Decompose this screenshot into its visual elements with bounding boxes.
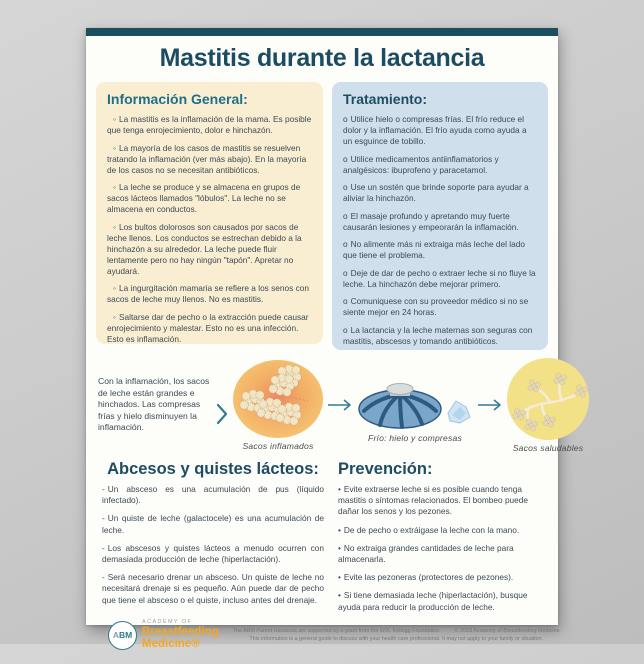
- list-item-text: Evite extraerse leche si es posible cuando tenga mastitis o síntomas relacionados. El bombeo puede dañar los senos y los pezones.: [338, 484, 529, 517]
- list-item: [338, 590, 544, 612]
- list-item-text: La mayoría de los casos de mastitis se resuelven tratando la inflamación (ver más abajo). En la mayoría de los casos no se necesitan antibióticos.: [107, 142, 307, 175]
- arrow-right-icon: [477, 399, 503, 411]
- prevention-section: [338, 458, 544, 620]
- list-item-text: Será necesario drenar un absceso. Un quiste de leche no necesitará drenaje si es pequeño. Aún puede dar de pecho que tiene el absceso o el quiste, incluso antes del drenaje.: [102, 572, 324, 605]
- list-item-text: De de pecho o extráigase la leche con la mano.: [343, 524, 520, 535]
- list-item-text: Un absceso es una acumulación de pus (líquido infectado).: [102, 484, 324, 506]
- bullet-glyph: ◦: [113, 221, 116, 232]
- treatment-heading: Tratamiento:: [343, 91, 428, 107]
- list-item: [338, 572, 544, 583]
- bullet-glyph: -: [102, 513, 105, 524]
- list-item: [107, 222, 312, 277]
- list-item-text: Utilice hielo o compresas frías. El frío reduce el dolor y la inflamación. El frío ayuda como ayuda a un esguince de tobillo.: [343, 114, 527, 147]
- bottom-columns: [86, 458, 558, 620]
- bullet-glyph: •: [338, 524, 341, 535]
- bullet-glyph: ◦: [113, 311, 116, 322]
- bullet-glyph: ◦: [113, 114, 116, 124]
- abm-logo: [108, 620, 219, 651]
- list-item-text: No extraiga grandes cantidades de leche para almacenarla.: [338, 542, 514, 564]
- bullet-glyph: o: [343, 296, 348, 307]
- bullet-glyph: o: [343, 267, 348, 278]
- list-item: [102, 543, 324, 565]
- healthy-sacs-caption: Sacos saludables: [512, 443, 584, 453]
- bullet-glyph: -: [102, 542, 105, 553]
- abm-logo-letters-bm: BM: [118, 630, 133, 640]
- abscess-heading: Abcesos y quistes lácteos:: [107, 460, 319, 478]
- top-columns: [86, 82, 558, 350]
- list-item-text: La leche se produce y se almacena en grupos de sacos lácteos llamados "lóbulos". La leche no se almacena en conductos.: [107, 182, 301, 215]
- bullet-glyph: -: [102, 572, 105, 583]
- bullet-glyph: o: [343, 324, 348, 335]
- list-item-text: No alimente más ni extraiga más leche del lado que tiene el problema.: [343, 239, 525, 261]
- bullet-glyph: o: [343, 239, 348, 250]
- list-item-text: Los bultos dolorosos son causados por sacos de leche llenos. Los conductos se estrechan debido a la hinchazón a su alrededor. La leche puede fluir lentamente pero no hay ningún "tapón". Apretar no ayudará.: [107, 221, 302, 276]
- list-item-text: La ingurgitación mamaria se refiere a los senos con sacos de leche muy llenos. No es mastitis.: [107, 283, 309, 305]
- list-item-text: Evite las pezoneras (protectores de pezones).: [343, 572, 514, 583]
- list-item: [343, 296, 537, 318]
- bullet-glyph: •: [338, 590, 341, 601]
- bullet-glyph: •: [338, 572, 341, 583]
- bullet-glyph: o: [343, 182, 348, 193]
- list-item: [343, 154, 537, 176]
- ice-bag-illustration: [356, 367, 474, 431]
- poster: [86, 28, 584, 651]
- inflamed-sacs-illustration: [232, 359, 324, 439]
- list-item: [107, 114, 312, 136]
- cold-compress-figure: [356, 367, 474, 443]
- list-item: [107, 312, 312, 345]
- list-item-text: Deje de dar de pecho o extraer leche si no fluye la leche. La hinchazón debe mejorar primero.: [343, 267, 536, 289]
- bullet-glyph: ◦: [113, 182, 116, 193]
- bullet-glyph: o: [343, 153, 348, 164]
- list-item: [343, 211, 537, 233]
- bullet-glyph: o: [343, 210, 348, 221]
- bullet-glyph: ◦: [113, 142, 116, 153]
- inflamed-sacs-caption: Sacos inflamados: [242, 441, 314, 451]
- arrow-right-icon: [327, 399, 353, 411]
- list-item-text: Si tiene demasiada leche (hiperlactación), busque ayuda para reducir la producción de leche.: [338, 590, 528, 612]
- list-item-text: El masaje profundo y apretando muy fuerte causarán lesiones y empeorarán la inflamación.: [343, 210, 519, 232]
- top-accent-bar: [86, 28, 558, 36]
- bullet-glyph: •: [338, 542, 341, 553]
- list-item-text: Utilice medicamentos antiinflamatorios y analgésicos: ibuprofeno y paracetamol.: [343, 153, 499, 175]
- cold-compress-caption: Frío: hielo y compresas: [368, 433, 462, 443]
- bullet-glyph: ◦: [113, 283, 116, 294]
- list-item: [343, 182, 537, 204]
- list-item: [102, 484, 324, 506]
- fine-print-grant: The ABM Parent Handouts are supported by a grant from the W.K. Kellogg Foundation.: [232, 627, 441, 634]
- abm-wordmark: [142, 620, 219, 651]
- general-info-heading: Información General:: [107, 91, 248, 107]
- abm-breastfeeding: Breastfeeding: [142, 626, 219, 639]
- prevention-heading: Prevención:: [338, 460, 433, 478]
- abscess-section: [102, 458, 324, 620]
- healthy-sacs-illustration: [506, 357, 590, 441]
- bullet-glyph: o: [343, 114, 348, 124]
- bullet-glyph: •: [338, 484, 341, 494]
- inflamed-sacs-figure: [232, 359, 324, 451]
- treatment-box: [332, 82, 548, 350]
- list-item: [107, 143, 312, 176]
- abm-logo-circle: [108, 621, 137, 650]
- list-item: [338, 484, 544, 518]
- list-item: [102, 572, 324, 606]
- general-info-box: [96, 82, 323, 344]
- list-item-text: Comuniquese con su proveedor médico si no se siente mejor en 24 horas.: [343, 296, 529, 318]
- abm-logo-letter-a: A: [112, 630, 119, 640]
- list-item: [338, 543, 544, 565]
- inflammation-flow-row: [86, 350, 584, 456]
- fine-print-disclaimer: This information is a general guide to discuss with your health care professional. It may not apply to your family or situation.: [249, 636, 543, 642]
- list-item: [343, 114, 537, 147]
- list-item-text: Saltarse dar de pecho o la extracción puede causar enrojecimiento y malestar. Esto no es una infección. Esto es inflamación.: [107, 311, 309, 345]
- page-title: Mastitis durante la lactancia: [159, 44, 485, 72]
- list-item-text: Un quiste de leche (galactocele) es una acumulación de leche.: [102, 513, 324, 535]
- list-item: [343, 268, 537, 290]
- list-item-text: La lactancia y la leche maternas son seguras con mastitis, abscesos y tomando antibióticos.: [343, 324, 533, 346]
- fine-print-copyright: © 2023 Academy of Breastfeeding Medicine: [454, 627, 560, 634]
- list-item: [107, 283, 312, 305]
- footer: [86, 620, 558, 664]
- healthy-sacs-figure: [506, 357, 590, 453]
- abm-medicine: Medicine®: [142, 638, 200, 651]
- list-item-text: La mastitis es la inflamación de la mama. Es posible que tenga enrojecimiento, dolor e hinchazón.: [107, 114, 312, 136]
- chevron-right-icon: [216, 403, 228, 425]
- list-item: [107, 182, 312, 215]
- list-item-text: Los abscesos y quistes lácteos a menudo ocurren con demasiada producción de leche (hiperlactación).: [102, 542, 324, 564]
- flow-note-text: Con la inflamación, los sacos de leche están grandes e hinchados. Las compresas frías y hielo disminuyen la inflamación.: [98, 376, 210, 433]
- list-item-text: Use un sostén que brinde soporte para ayudar a aliviar la hinchazón.: [343, 182, 529, 204]
- abm-academy-of: ACADEMY OF: [142, 618, 193, 625]
- fine-print: [233, 627, 560, 643]
- list-item: [338, 525, 544, 536]
- list-item: [343, 239, 537, 261]
- list-item: [343, 325, 537, 347]
- bullet-glyph: -: [102, 484, 105, 494]
- list-item: [102, 513, 324, 535]
